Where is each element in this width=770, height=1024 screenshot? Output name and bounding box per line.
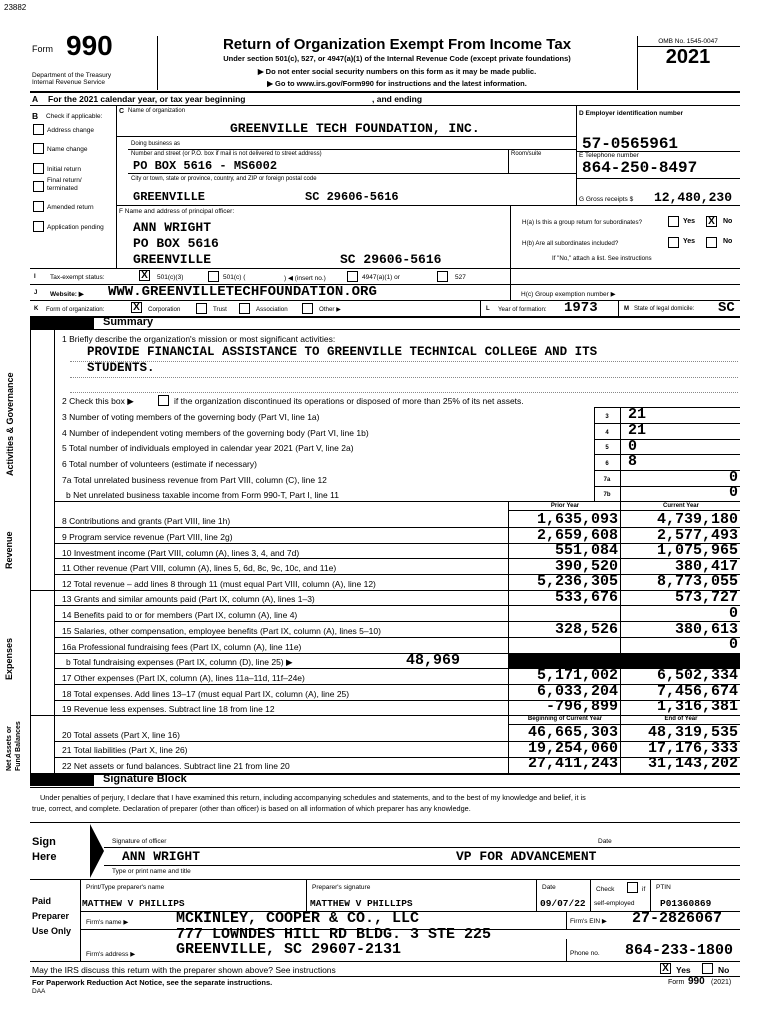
here-label: Here (32, 851, 57, 863)
line-11-current: 380,417 (674, 558, 738, 575)
irs-discuss-yes-checkbox[interactable]: X (660, 963, 671, 974)
line-13-text: 13 Grants and similar amounts paid (Part IX, column (A), lines 1–3) (62, 594, 315, 604)
line-11-prior: 390,520 (554, 558, 618, 575)
org-name-label: Name of organization (128, 108, 186, 114)
part-i-title: Summary (103, 316, 154, 328)
firm-phone-label: Phone no. (570, 950, 600, 957)
dept-treasury: Department of the Treasury (32, 72, 112, 79)
line-18-current: 7,456,674 (656, 683, 738, 700)
line-j-label: J (34, 290, 38, 296)
section-b-title: Check if applicable: (46, 113, 103, 120)
amended-return-label: Amended return (47, 204, 94, 211)
line-m-label: M (624, 306, 629, 312)
side-fund-balances: Fund Balances (15, 721, 22, 771)
firm-address-line-1: 777 LOWNDES HILL RD BLDG. 3 STE 225 (176, 926, 492, 943)
omb-number: OMB No. 1545-0047 (658, 38, 718, 45)
application-pending-checkbox[interactable] (33, 221, 44, 232)
ha-no-label: No (723, 218, 733, 225)
line-a-text: For the 2021 calendar year, or tax year beginning (48, 94, 246, 104)
line-1-label: 1 Briefly describe the organization's mission or most significant activities: (62, 334, 336, 344)
self-employed-label: self-employed (594, 900, 635, 907)
line-10-prior: 551,084 (554, 542, 618, 559)
trust-checkbox[interactable] (196, 303, 207, 314)
if-label: if (642, 886, 646, 893)
ein-label: D Employer identification number (579, 110, 684, 117)
footer-form-number: 990 (688, 976, 705, 987)
hb-no-label: No (723, 238, 733, 245)
part-i-tab (30, 317, 94, 329)
line-12-text: 12 Total revenue – add lines 8 through 11 (must equal Part VIII, column (A), line 12) (62, 579, 376, 589)
line-17-current: 6,502,334 (656, 667, 738, 684)
room-label: Room/suite (511, 151, 542, 157)
line-7b-text: b Net unrelated business taxable income from Form 990-T, Part I, line 11 (66, 490, 339, 500)
ptin-label: PTIN (656, 884, 671, 891)
line-hb-text: H(b) Are all subordinates included? (522, 240, 619, 247)
line-4-num: 4 (605, 430, 609, 436)
preparer-sig-label: Preparer's signature (312, 884, 371, 891)
line-8-prior: 1,635,093 (536, 511, 618, 528)
footer-form-word: Form (668, 979, 685, 986)
amended-return-checkbox[interactable] (33, 201, 44, 212)
officer-title: VP FOR ADVANCEMENT (456, 849, 597, 864)
line-20-eoy: 48,319,535 (647, 724, 738, 741)
4947-checkbox[interactable] (347, 271, 358, 282)
form-subtitle: Under section 501(c), 527, or 4947(a)(1) of the Internal Revenue Code (except private foundations) (223, 54, 571, 63)
preparer-name-label: Print/Type preparer's name (86, 884, 165, 891)
line-9-text: 9 Program service revenue (Part VIII, line 2g) (62, 532, 233, 542)
corporation-label: Corporation (148, 306, 181, 313)
line-3-num: 3 (605, 414, 609, 420)
section-c-label: C (119, 108, 125, 115)
line-14-current: 0 (728, 605, 738, 622)
line-9-prior: 2,659,608 (536, 527, 618, 544)
declaration-line-1: Under penalties of perjury, I declare that I have examined this return, including accompanying schedules and statements, and to the best of my knowledge and belief, it is (40, 793, 586, 802)
dept-irs: Internal Revenue Service (32, 79, 105, 86)
line-5-text: 5 Total number of individuals employed in calendar year 2021 (Part V, line 2a) (62, 443, 354, 453)
use-only-label: Use Only (32, 926, 72, 936)
line-21-boy: 19,254,060 (527, 740, 618, 757)
irs-discuss-no-label: No (718, 965, 730, 975)
website-label: Website: ▶ (50, 291, 84, 298)
application-pending-label: Application pending (47, 224, 104, 231)
phone-value: 864-250-8497 (582, 159, 698, 177)
sign-here-arrow-icon (90, 824, 104, 878)
association-label: Association (256, 306, 288, 313)
line-10-text: 10 Investment income (Part VIII, column (A), lines 3, 4, and 7d) (62, 548, 300, 558)
warning-ssn: ▶ Do not enter social security numbers on this form as it may be made public. (257, 67, 537, 76)
paperwork-notice: For Paperwork Reduction Act Notice, see the separate instructions. (32, 978, 273, 987)
501c-label: 501(c) ( (223, 274, 246, 281)
ha-yes-label: Yes (683, 218, 696, 225)
line-5-value: 0 (628, 438, 638, 455)
final-return-checkbox[interactable] (33, 181, 44, 192)
boy-header: Beginning of Current Year (527, 716, 603, 722)
line-7b-num: 7b (603, 492, 611, 498)
mission-line-1: PROVIDE FINANCIAL ASSISTANCE TO GREENVILLE TECHNICAL COLLEGE AND ITS (87, 345, 598, 359)
line-ha-text: H(a) Is this a group return for subordinates? (522, 219, 643, 226)
preparer-date: 09/07/22 (540, 898, 586, 909)
line-7b-value: 0 (728, 484, 738, 501)
line-10-current: 1,075,965 (656, 542, 738, 559)
line-15-prior: 328,526 (554, 621, 618, 638)
line-12-prior: 5,236,305 (536, 573, 618, 590)
paid-label: Paid (32, 896, 52, 906)
firm-name: MCKINLEY, COOPER & CO., LLC (176, 910, 420, 927)
mission-line-2: STUDENTS. (87, 361, 155, 375)
form-word: Form (32, 44, 53, 54)
irs-discuss-no-checkbox[interactable] (702, 963, 713, 974)
preparer-signature: MATTHEW V PHILLIPS (310, 898, 413, 909)
org-street: PO BOX 5616 - MS6002 (133, 159, 278, 173)
firm-address-line-2: GREENVILLE, SC 29607-2131 (176, 941, 402, 958)
line-21-eoy: 17,176,333 (647, 740, 738, 757)
preparer-name: MATTHEW V PHILLIPS (82, 898, 185, 909)
signature-officer-label: Signature of officer (112, 838, 167, 845)
check-label: Check (596, 886, 615, 893)
hb-yes-label: Yes (683, 238, 696, 245)
section-b-label: B (32, 111, 39, 121)
org-city: GREENVILLE (133, 190, 206, 204)
line-16b-shaded (509, 654, 740, 668)
line-3-value: 21 (628, 406, 647, 423)
instructions-link: ▶ Go to www.irs.gov/Form990 for instructions and the latest information. (267, 79, 527, 88)
line-11-text: 11 Other revenue (Part VIII, column (A), lines 5, 6d, 8c, 9c, 10c, and 11e) (62, 563, 337, 573)
document-id: 23882 (4, 3, 27, 12)
type-name-label: Type or print name and title (112, 868, 191, 875)
line-15-text: 15 Salaries, other compensation, employee benefits (Part IX, column (A), lines 5–10) (62, 626, 381, 636)
line-6-text: 6 Total number of volunteers (estimate if necessary) (62, 459, 257, 469)
other-org-checkbox[interactable] (302, 303, 313, 314)
irs-discuss-yes-label: Yes (676, 965, 691, 975)
tax-year: 2021 (665, 46, 711, 68)
corporation-checkbox[interactable]: X (131, 302, 142, 313)
sign-label: Sign (32, 836, 56, 848)
line-16b-text: b Total fundraising expenses (Part IX, column (D), line 25) ▶ (66, 657, 293, 667)
formation-year: 1973 (564, 300, 598, 316)
address-change-label: Address change (47, 127, 94, 134)
side-revenue: Revenue (4, 531, 14, 569)
preparer-ptin: P01360869 (660, 898, 712, 909)
gross-receipts-value: 12,480,230 (654, 190, 733, 205)
line-k-label: K (34, 306, 39, 312)
officer-name: ANN WRIGHT (133, 220, 212, 235)
part-ii-tab (30, 774, 94, 786)
hb-note: If "No," attach a list. See instructions (552, 255, 652, 262)
form-title: Return of Organization Exempt From Income Tax (222, 36, 572, 53)
ha-yes-checkbox[interactable] (668, 216, 679, 227)
domicile-state: SC (718, 300, 735, 316)
org-state-zip: SC 29606-5616 (305, 190, 399, 204)
line-12-current: 8,773,055 (656, 573, 738, 590)
line-a-ending: , and ending (372, 94, 423, 104)
line-l-text: Year of formation: (498, 306, 547, 313)
officer-print-name: ANN WRIGHT (122, 849, 201, 864)
trust-label: Trust (213, 306, 227, 313)
website-value[interactable]: WWW.GREENVILLETECHFOUNDATION.ORG (108, 284, 377, 300)
line-13-prior: 533,676 (554, 589, 618, 606)
line-22-text: 22 Net assets or fund balances. Subtract line 21 from line 20 (62, 761, 290, 771)
officer-city: GREENVILLE (133, 252, 212, 267)
line-m-text: State of legal domicile: (634, 306, 695, 312)
part-ii-title: Signature Block (103, 773, 187, 785)
line-2-text: if the organization discontinued its operations or disposed of more than 25% of its net assets. (174, 396, 524, 406)
line-2-label: 2 Check this box ▶ (62, 396, 134, 406)
group-exemption-label: H(c) Group exemption number ▶ (521, 291, 616, 298)
org-name: GREENVILLE TECH FOUNDATION, INC. (230, 121, 480, 136)
eoy-header: End of Year (664, 716, 698, 722)
ha-no-checkbox[interactable]: X (706, 216, 717, 227)
hb-no-checkbox[interactable] (706, 237, 717, 248)
line-4-value: 21 (628, 422, 647, 439)
side-net-assets: Net Assets or (6, 726, 13, 771)
line-18-text: 18 Total expenses. Add lines 13–17 (must equal Part IX, column (A), line 25) (62, 689, 350, 699)
line-22-eoy: 31,143,202 (647, 755, 738, 772)
street-label: Number and street (or P.O. box if mail is not delivered to street address) (131, 151, 322, 157)
line-7a-text: 7a Total unrelated business revenue from Part VIII, column (C), line 12 (62, 475, 327, 485)
line-16a-current: 0 (728, 636, 738, 653)
firm-phone: 864-233-1800 (625, 942, 734, 959)
line-19-text: 19 Revenue less expenses. Subtract line 18 from line 12 (62, 704, 275, 714)
line-17-text: 17 Other expenses (Part IX, column (A), lines 11a–11d, 11f–24e) (62, 673, 305, 683)
line-a-label: A (32, 94, 39, 104)
insert-no-label: ) ◀ (insert no.) (284, 275, 326, 282)
line-13-current: 573,727 (674, 589, 738, 606)
hb-yes-checkbox[interactable] (668, 237, 679, 248)
line-20-boy: 46,665,303 (527, 724, 618, 741)
daa-label: DAA (32, 988, 46, 995)
gross-receipts-label: G Gross receipts $ (579, 196, 634, 203)
declaration-line-2: true, correct, and complete. Declaration of preparer (other than officer) is based on all information of which preparer has any knowledge. (32, 804, 471, 813)
line-5-num: 5 (605, 445, 609, 451)
line-8-current: 4,739,180 (656, 511, 738, 528)
side-expenses: Expenses (4, 637, 14, 680)
527-checkbox[interactable] (437, 271, 448, 282)
line-16a-text: 16a Professional fundraising fees (Part IX, column (A), line 11e) (62, 642, 302, 652)
line-l-label: L (486, 306, 490, 312)
other-org-label: Other ▶ (319, 306, 341, 313)
501c3-checkbox[interactable]: X (139, 270, 150, 281)
line-6-num: 6 (605, 461, 609, 467)
line-17-prior: 5,171,002 (536, 667, 618, 684)
line-22-boy: 27,411,243 (527, 755, 618, 772)
4947-label: 4947(a)(1) or (362, 274, 400, 281)
line-6-value: 8 (628, 453, 638, 470)
527-label: 527 (455, 274, 466, 281)
self-employed-checkbox[interactable] (627, 882, 638, 893)
preparer-label: Preparer (32, 911, 70, 921)
line-7a-num: 7a (603, 477, 611, 483)
line-16b-value: 48,969 (406, 652, 461, 669)
line-8-text: 8 Contributions and grants (Part VIII, line 1h) (62, 516, 231, 526)
side-activities: Activities & Governance (5, 372, 15, 476)
footer-form-year: (2021) (711, 979, 732, 986)
firm-ein: 27-2826067 (632, 910, 723, 927)
preparer-date-label: Date (542, 884, 556, 891)
line-15-current: 380,613 (674, 621, 738, 638)
firm-address-label: Firm's address ▶ (86, 951, 136, 958)
line-14-text: 14 Benefits paid to or for members (Part IX, column (A), line 4) (62, 610, 298, 620)
officer-address: PO BOX 5616 (133, 236, 219, 251)
form-number: 990 (66, 30, 113, 61)
firm-name-label: Firm's name ▶ (86, 919, 129, 926)
name-change-label: Name change (47, 146, 88, 153)
line-21-text: 21 Total liabilities (Part X, line 26) (62, 745, 188, 755)
line-18-prior: 6,033,204 (536, 683, 618, 700)
association-checkbox[interactable] (239, 303, 250, 314)
officer-state-zip: SC 29606-5616 (340, 252, 442, 267)
line-19-prior: -796,899 (545, 698, 618, 715)
line-3-text: 3 Number of voting members of the governing body (Part VI, line 1a) (62, 412, 320, 422)
line-i-label: I (34, 274, 36, 280)
phone-label: E Telephone number (579, 152, 639, 159)
current-year-header: Current Year (663, 503, 699, 509)
dba-label: Doing business as (131, 141, 181, 147)
officer-label: F Name and address of principal officer: (119, 208, 235, 215)
irs-discuss-text: May the IRS discuss this return with the preparer shown above? See instructions (32, 965, 336, 975)
name-change-checkbox[interactable] (33, 143, 44, 154)
line-20-text: 20 Total assets (Part X, line 16) (62, 730, 180, 740)
prior-year-header: Prior Year (550, 503, 580, 509)
city-label: City or town, state or province, country, and ZIP or foreign postal code (131, 176, 317, 182)
firm-ein-label: Firm's EIN ▶ (570, 918, 607, 925)
discontinued-checkbox[interactable] (158, 395, 169, 406)
address-change-checkbox[interactable] (33, 124, 44, 135)
initial-return-label: Initial return (47, 166, 81, 173)
line-7a-value: 0 (728, 469, 738, 486)
501c3-label: 501(c)(3) (157, 274, 184, 281)
501c-checkbox[interactable] (208, 271, 219, 282)
line-4-text: 4 Number of independent voting members of the governing body (Part VI, line 1b) (62, 428, 369, 438)
signature-date-label: Date (598, 838, 612, 845)
ein-value: 57-0565961 (582, 135, 679, 153)
line-i-text: Tax-exempt status: (50, 274, 105, 281)
line-19-current: 1,316,381 (656, 698, 738, 715)
line-9-current: 2,577,493 (656, 527, 738, 544)
line-k-text: Form of organization: (46, 306, 105, 313)
final-return-label: Final return/ terminated (47, 177, 82, 192)
initial-return-checkbox[interactable] (33, 163, 44, 174)
